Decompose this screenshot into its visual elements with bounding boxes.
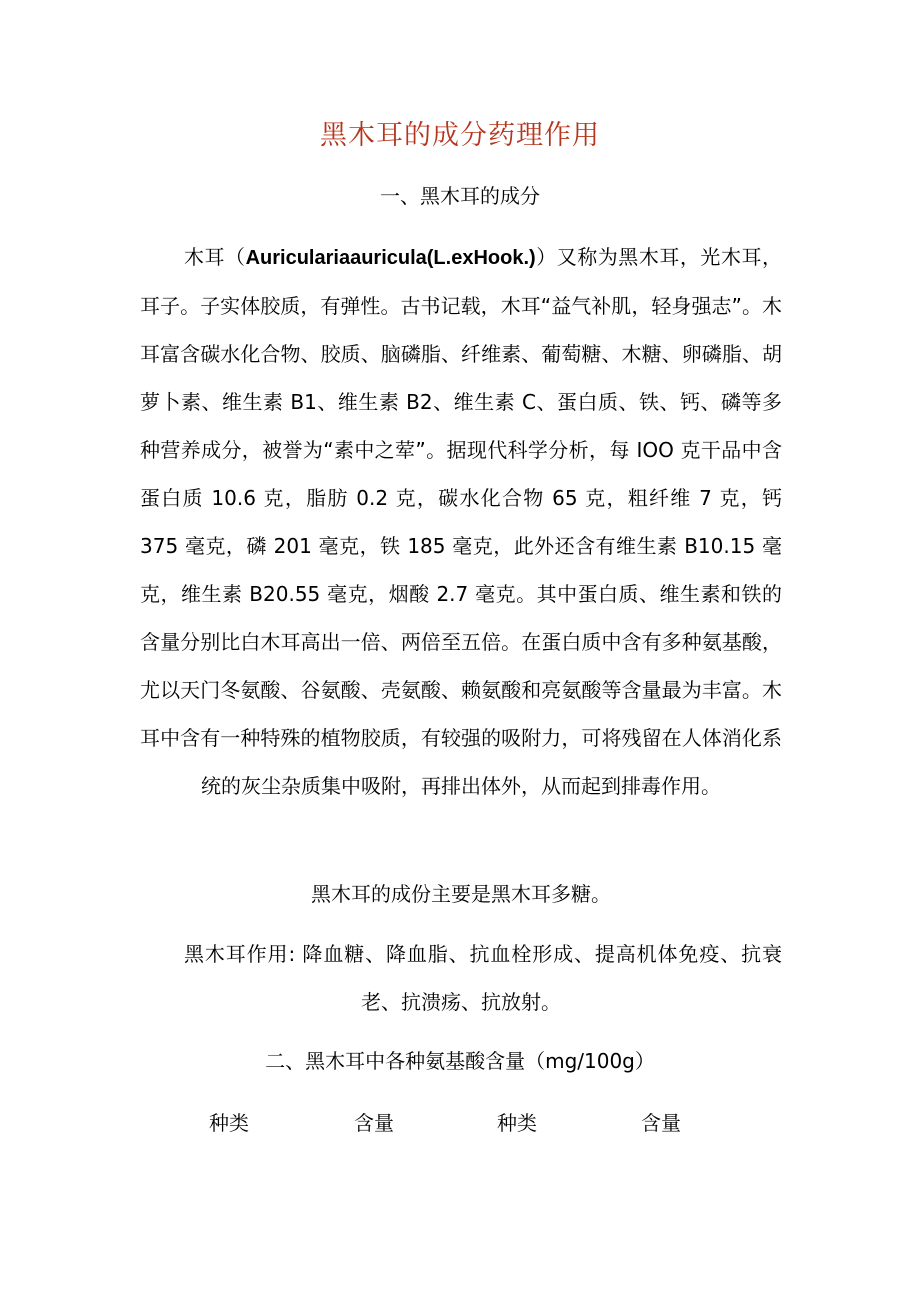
composition-paragraph — [140, 233, 782, 810]
intro-prefix: 木耳（ — [184, 245, 246, 269]
table-header-type-2: 种类 — [497, 1111, 537, 1135]
intro-body: ）又称为黑木耳，光木耳，耳子。子实体胶质，有弹性。古书记载，木耳“益气补肌，轻身强志”。木耳富含碳水化合物、胶质、脑磷脂、纤维素、葡萄糖、木糖、卵磷脂、胡萝卜素、维生素 B1、维生素 B2、维生素 C、蛋白质、铁、钙、磷等多种营养成分，被誉为“素中之荤”。据现代科学分析，每 IOO 克干品中含蛋白质 10.6 克，脂肪 0.2 克，碳水化合物 65 克，粗纤维 7 克，钙 375 毫克，磷 201 毫克，铁 185 毫克，此外还含有维生素 B10.15 毫克，维生素 B20.55 毫克，烟酸 2.7 毫克。其中蛋白质、维生素和铁的含量分别比白木耳高出一倍、两倍至五倍。在蛋白质中含有多种氨基酸，尤以天门冬氨酸、谷氨酸、壳氨酸、赖氨酸和亮氨酸等含量最为丰富。木耳中含有一种特殊的植物胶质，有较强的吸附力，可将残留在人体消化系统的灰尘杂质集中吸附，再排出体外，从而起到排毒作用。 — [140, 245, 783, 798]
table-header-amount-2: 含量 — [641, 1111, 681, 1135]
document-title: 黑木耳的成分药理作用 — [320, 120, 600, 151]
main-component-paragraph: 黑木耳的成份主要是黑木耳多糖。 — [311, 882, 611, 906]
latin-name: Auriculariaauricula(L.exHook.) — [245, 247, 536, 269]
section-heading-amino-acids: 二、黑木耳中各种氨基酸含量（mg/100g） — [265, 1049, 655, 1073]
table-header-type-1: 种类 — [209, 1111, 249, 1135]
effects-paragraph: 黑木耳作用: 降血糖、降血脂、抗血栓形成、提高机体免疫、抗衰老、抗溃疡、抗放射。 — [184, 942, 782, 1014]
table-header-amount-1: 含量 — [354, 1111, 394, 1135]
section-heading-composition: 一、黑木耳的成分 — [380, 184, 540, 208]
